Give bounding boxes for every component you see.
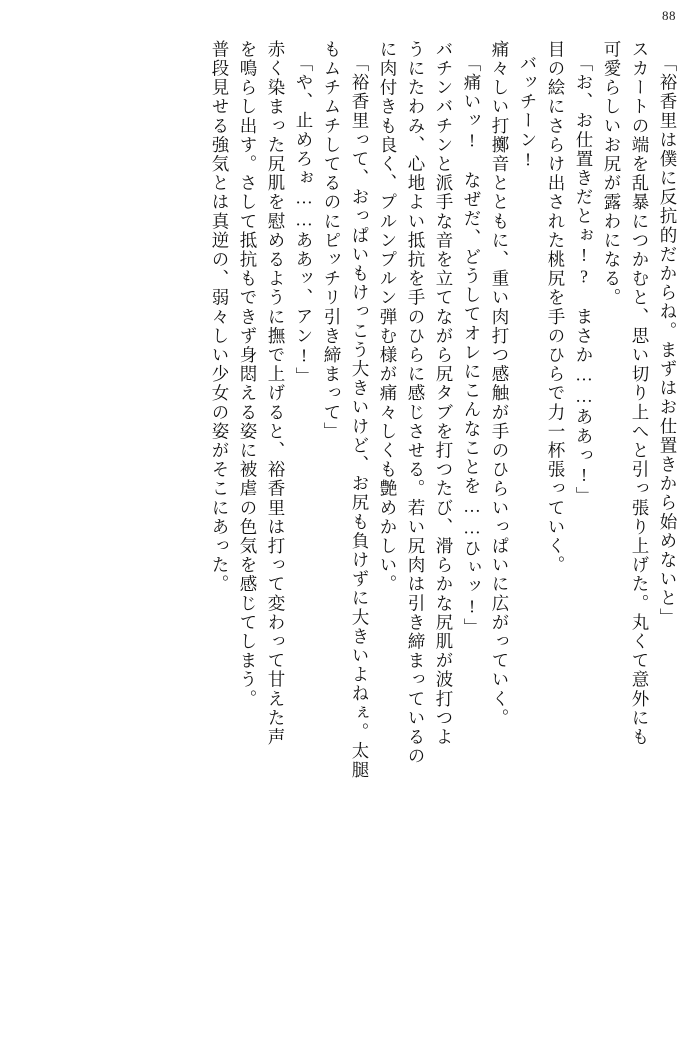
text-line: 赤く染まった尻肌を慰めるように撫で上げると、裕香里は打って変わって甘えた声 <box>266 40 286 747</box>
text-line: 普段見せる強気とは真逆の、弱々しい少女の姿がそこにあった。 <box>210 40 230 594</box>
text-line: 目の絵にさらけ出された桃尻を手のひらで力一杯張っていく。 <box>546 40 566 575</box>
text-line: 痛々しい打擲音とともに、重い肉打つ感触が手のひらいっぱいに広がっていく。 <box>490 40 510 728</box>
text-line: バッチーン! <box>518 54 538 172</box>
text-line: を鳴らし出す。さして抵抗もできず身悶える姿に被虐の色気を感じてしまう。 <box>238 40 258 709</box>
text-line: バチンバチンと派手な音を立てながら尻タブを打つたび、滑らかな尻肌が波打つよ <box>434 40 454 747</box>
text-line: 「裕香里って、おっぱいもけっこう大きいけど、お尻も負けずに大きいよねぇ。太腿 <box>350 54 370 780</box>
text-line: 可愛らしいお尻が露わになる。 <box>602 40 622 308</box>
text-line: 「裕香里は僕に反抗的だからね。まずはお仕置きから始めないと」 <box>658 54 678 627</box>
text-line: うにたわみ、心地よい抵抗を手のひらに感じさせる。若い尻肉は引き締まっているの <box>406 40 426 766</box>
text-line: 「お、お仕置きだとぉ!? まさか……ああっ!」 <box>574 54 594 506</box>
text-line: 「痛いッ! なぜだ、どうしてオレにこんなことを……ひぃッ!」 <box>462 54 482 637</box>
text-line: に肉付きも良く、プルンプルン弾む様が痛々しくも艶めかしい。 <box>378 40 398 594</box>
page-number: 88 <box>662 8 676 23</box>
text-line: 「や、止めろぉ……ああッ、アン!」 <box>294 54 314 387</box>
vertical-text-body <box>30 40 676 1026</box>
text-line: もムチムチしてるのにピッチリ引き締まって」 <box>322 40 342 442</box>
text-line: スカートの端を乱暴につかむと、思い切り上へと引っ張り上げた。丸くて意外にも <box>630 40 650 747</box>
